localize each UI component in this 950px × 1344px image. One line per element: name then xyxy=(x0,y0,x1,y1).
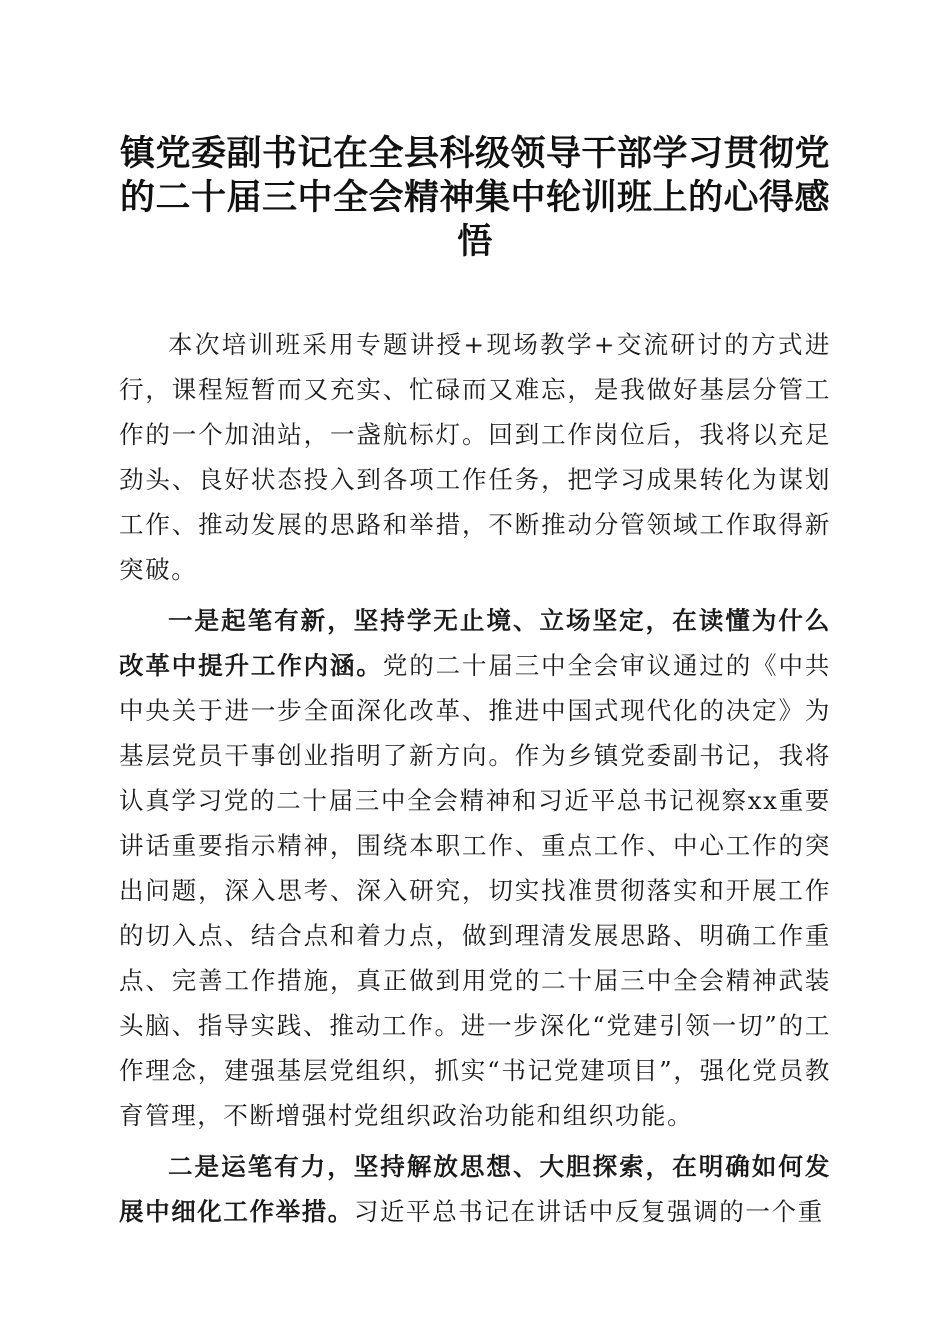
paragraph-text: 党的二十届三中全会审议通过的《中共中央关于进一步全面深化改革、推进中国式现代化的决定》为基层党员干事创业指明了新方向。作为乡镇党委副书记，我将认真学习党的二十届三中全会精神和习近平总书记视察xx重要讲话重要指示精神，围绕本职工作、重点工作、中心工作的突出问题，深入思考、深入研究，切实找准贯彻落实和开展工作的切入点、结合点和着力点，做到理清发展思路、明确工作重点、完善工作措施，真正做到用党的二十届三中全会精神武装头脑、指导实践、推动工作。进一步深化“党建引领一切”的工作理念，建强基层党组织，抓实“书记党建项目”，强化党员教育管理，不断增强村党组织政治功能和组织功能。 xyxy=(119,651,832,1130)
paragraph-point-one xyxy=(119,598,831,1138)
document-body xyxy=(119,322,831,1234)
paragraph-intro xyxy=(119,322,831,592)
paragraph-text: 习近平总书记在讲话中反复强调的一个重 xyxy=(353,1197,824,1226)
document-title: 镇党委副书记在全县科级领导干部学习贯彻党的二十届三中全会精神集中轮训班上的心得感悟 xyxy=(119,133,830,262)
paragraph-lead: 二是运笔有力，坚持解放思想、大胆探索，在明确如何发展中细化工作举措。 xyxy=(119,1152,831,1226)
paragraph-lead: 一是起笔有新，坚持学无止境、立场坚定，在读懂为什么改革中提升工作内涵。 xyxy=(119,606,831,680)
paragraph-text: 本次培训班采用专题讲授+现场教学+交流研讨的方式进行，课程短暂而又充实、忙碌而又难忘，是我做好基层分管工作的一个加油站，一盏航标灯。回到工作岗位后，我将以充足劲头、良好状态投入到各项工作任务，把学习成果转化为谋划工作、推动发展的思路和举措，不断推动分管领域工作取得新突破。 xyxy=(119,330,831,584)
paragraph-point-two xyxy=(119,1144,831,1234)
